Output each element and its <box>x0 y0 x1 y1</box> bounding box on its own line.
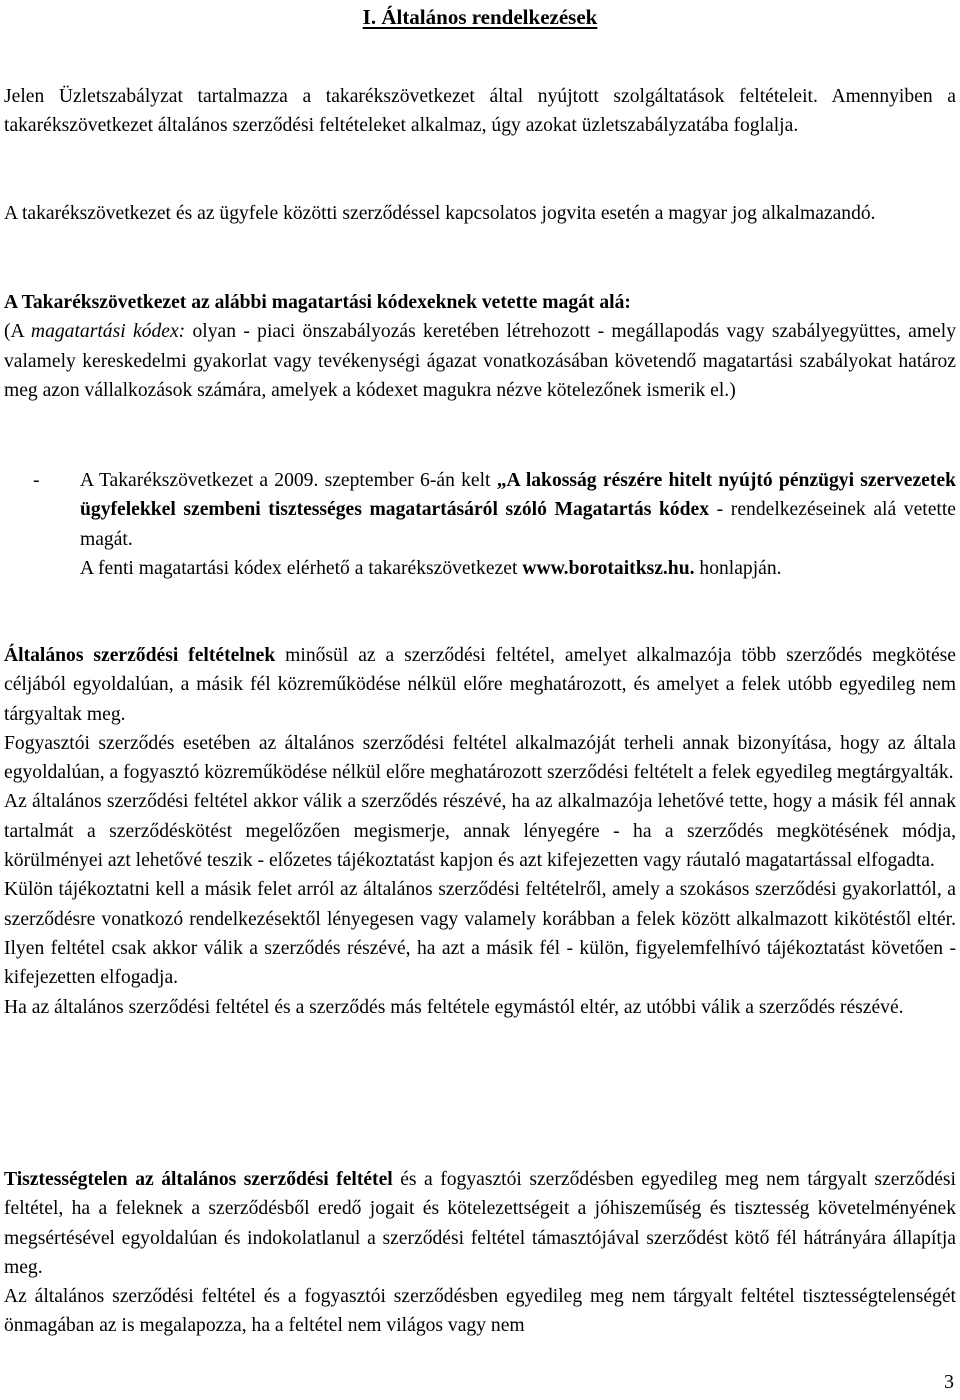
intro-paragraph-2: A takarékszövetkezet és az ügyfele közötti szerződéssel kapcsolatos jogvita esetén a magyar jog alkalmazandó. <box>4 203 876 224</box>
aszf-section <box>4 641 956 1022</box>
codex-def-open: (A <box>4 321 31 343</box>
codex-def-rest: olyan - piaci önszabályozás keretében létrehozott - megállapodás vagy szabályegyüttes, amely valamely kereskedelmi gyakorlat vagy tevékenységi ágazat vonatkozásában követendő magatartási szabályokat határoz meg azon vállalkozások számára, amelyek a kódexet magukra nézve kötelezőnek ismerik el.) <box>4 321 956 401</box>
availability-paragraph <box>80 554 956 583</box>
unfair-paragraph-2: Az általános szerződési feltétel és a fogyasztói szerződésben egyedileg meg nem tárgyalt feltétel tisztességtelenségét önmagában az is megalapozza, ha a feltétel nem világos vagy nem <box>4 1286 956 1337</box>
codex-paragraph <box>4 288 956 405</box>
page-number: 3 <box>944 1371 954 1393</box>
aszf-paragraph-4: Külön tájékoztatni kell a másik felet arról az általános szerződési feltételről, amely a szokásos szerződési gyakorlattól, a szerződésre vonatkozó rendelkezésektől lényegesen vagy valamely korábban a felek között alkalmazott kikötéstől eltér. Ilyen feltétel csak akkor válik a szerződés részévé, ha azt a másik fél - külön, figyelemfelhívó tájékoztatást követően - kifejezetten elfogadja. <box>4 879 956 989</box>
aszf-paragraph-2: Fogyasztói szerződés esetében az általános szerződési feltétel alkalmazóját terheli annak bizonyítása, hogy az általa egyoldalúan, a fogyasztó közreműködése nélkül előre meghatározott szerződési feltételt a felek egyedileg megtárgyalták. <box>4 732 956 784</box>
unfair-section <box>4 1165 956 1341</box>
codex-def-term: magatartási kódex: <box>30 321 186 343</box>
aszf-definition: minősül az a szerződési feltétel, amelyet alkalmazója több szerződés megkötése céljából egyoldalúan, a másik fél közreműködése nélkül előre meghatározott, és amelyet a felek utóbb egyedileg nem tárgyaltak meg. <box>4 645 956 725</box>
unfair-term: Tisztességtelen az általános szerződési feltétel <box>4 1169 393 1190</box>
document-page <box>4 0 956 1400</box>
codex-lead: A Takarékszövetkezet az alábbi magatartási kódexeknek vetette magát alá: <box>4 292 631 313</box>
unfair-definition: és a fogyasztói szerződésben egyedileg meg nem tárgyalt szerződési feltétel, ha a feleknek a szerződésből eredő jogait és kötelezettségeit a jóhiszeműség és tisztesség követelményének megsértésével egyoldalúan és indokolatlanul a szerződési feltétel támasztójával szerződést kötő fél hátrányára állapítja meg. <box>4 1169 957 1278</box>
bullet-pre: A Takarékszövetkezet a 2009. szeptember 6-án kelt <box>80 470 497 491</box>
section-heading: I. Általános rendelkezések <box>362 5 598 29</box>
aszf-paragraph-5: Ha az általános szerződési feltétel és a szerződés más feltétele egymástól eltér, az utóbbi válik a szerződés részévé. <box>4 996 904 1018</box>
aszf-term: Általános szerződési feltételnek <box>4 645 276 666</box>
availability-post: honlapján. <box>694 557 782 579</box>
codex-title: „A lakosság részére hitelt nyújtó pénzügyi szervezetek ügyfelekkel szembeni tisztességes magatartásáról szóló Magatartás kódex <box>80 470 956 521</box>
bullet-paragraph <box>80 466 956 554</box>
bullet-dash: - <box>33 470 40 491</box>
availability-pre: A fenti magatartási kódex elérhető a takarékszövetkezet <box>80 557 523 579</box>
aszf-paragraph-1 <box>4 641 956 729</box>
bullet-post: - rendelkezéseinek alá vetette magát. <box>80 499 956 550</box>
aszf-paragraph-3: Az általános szerződési feltétel akkor válik a szerződés részévé, ha az alkalmazója lehetővé tette, hogy a másik fél annak tartalmát a szerződéskötést megelőzően megismerje, annak lényegére - ha a szerződés megkötésének módja, körülményei azt lehetővé teszik - előzetes tájékoztatást kapjon és azt kifejezetten vagy ráutaló magatartással elfogadta. <box>4 791 956 872</box>
intro-paragraph-1: Jelen Üzletszabályzat tartalmazza a takarékszövetkezet által nyújtott szolgáltatások feltételeit. Amennyiben a takarékszövetkezet általános szerződési feltételeket alkalmaz, úgy azokat üzletszabályzatába foglalja. <box>4 86 956 137</box>
bullet-text <box>80 466 956 583</box>
unfair-paragraph-1 <box>4 1165 956 1282</box>
website-link: www.borotaitksz.hu. <box>522 557 695 579</box>
